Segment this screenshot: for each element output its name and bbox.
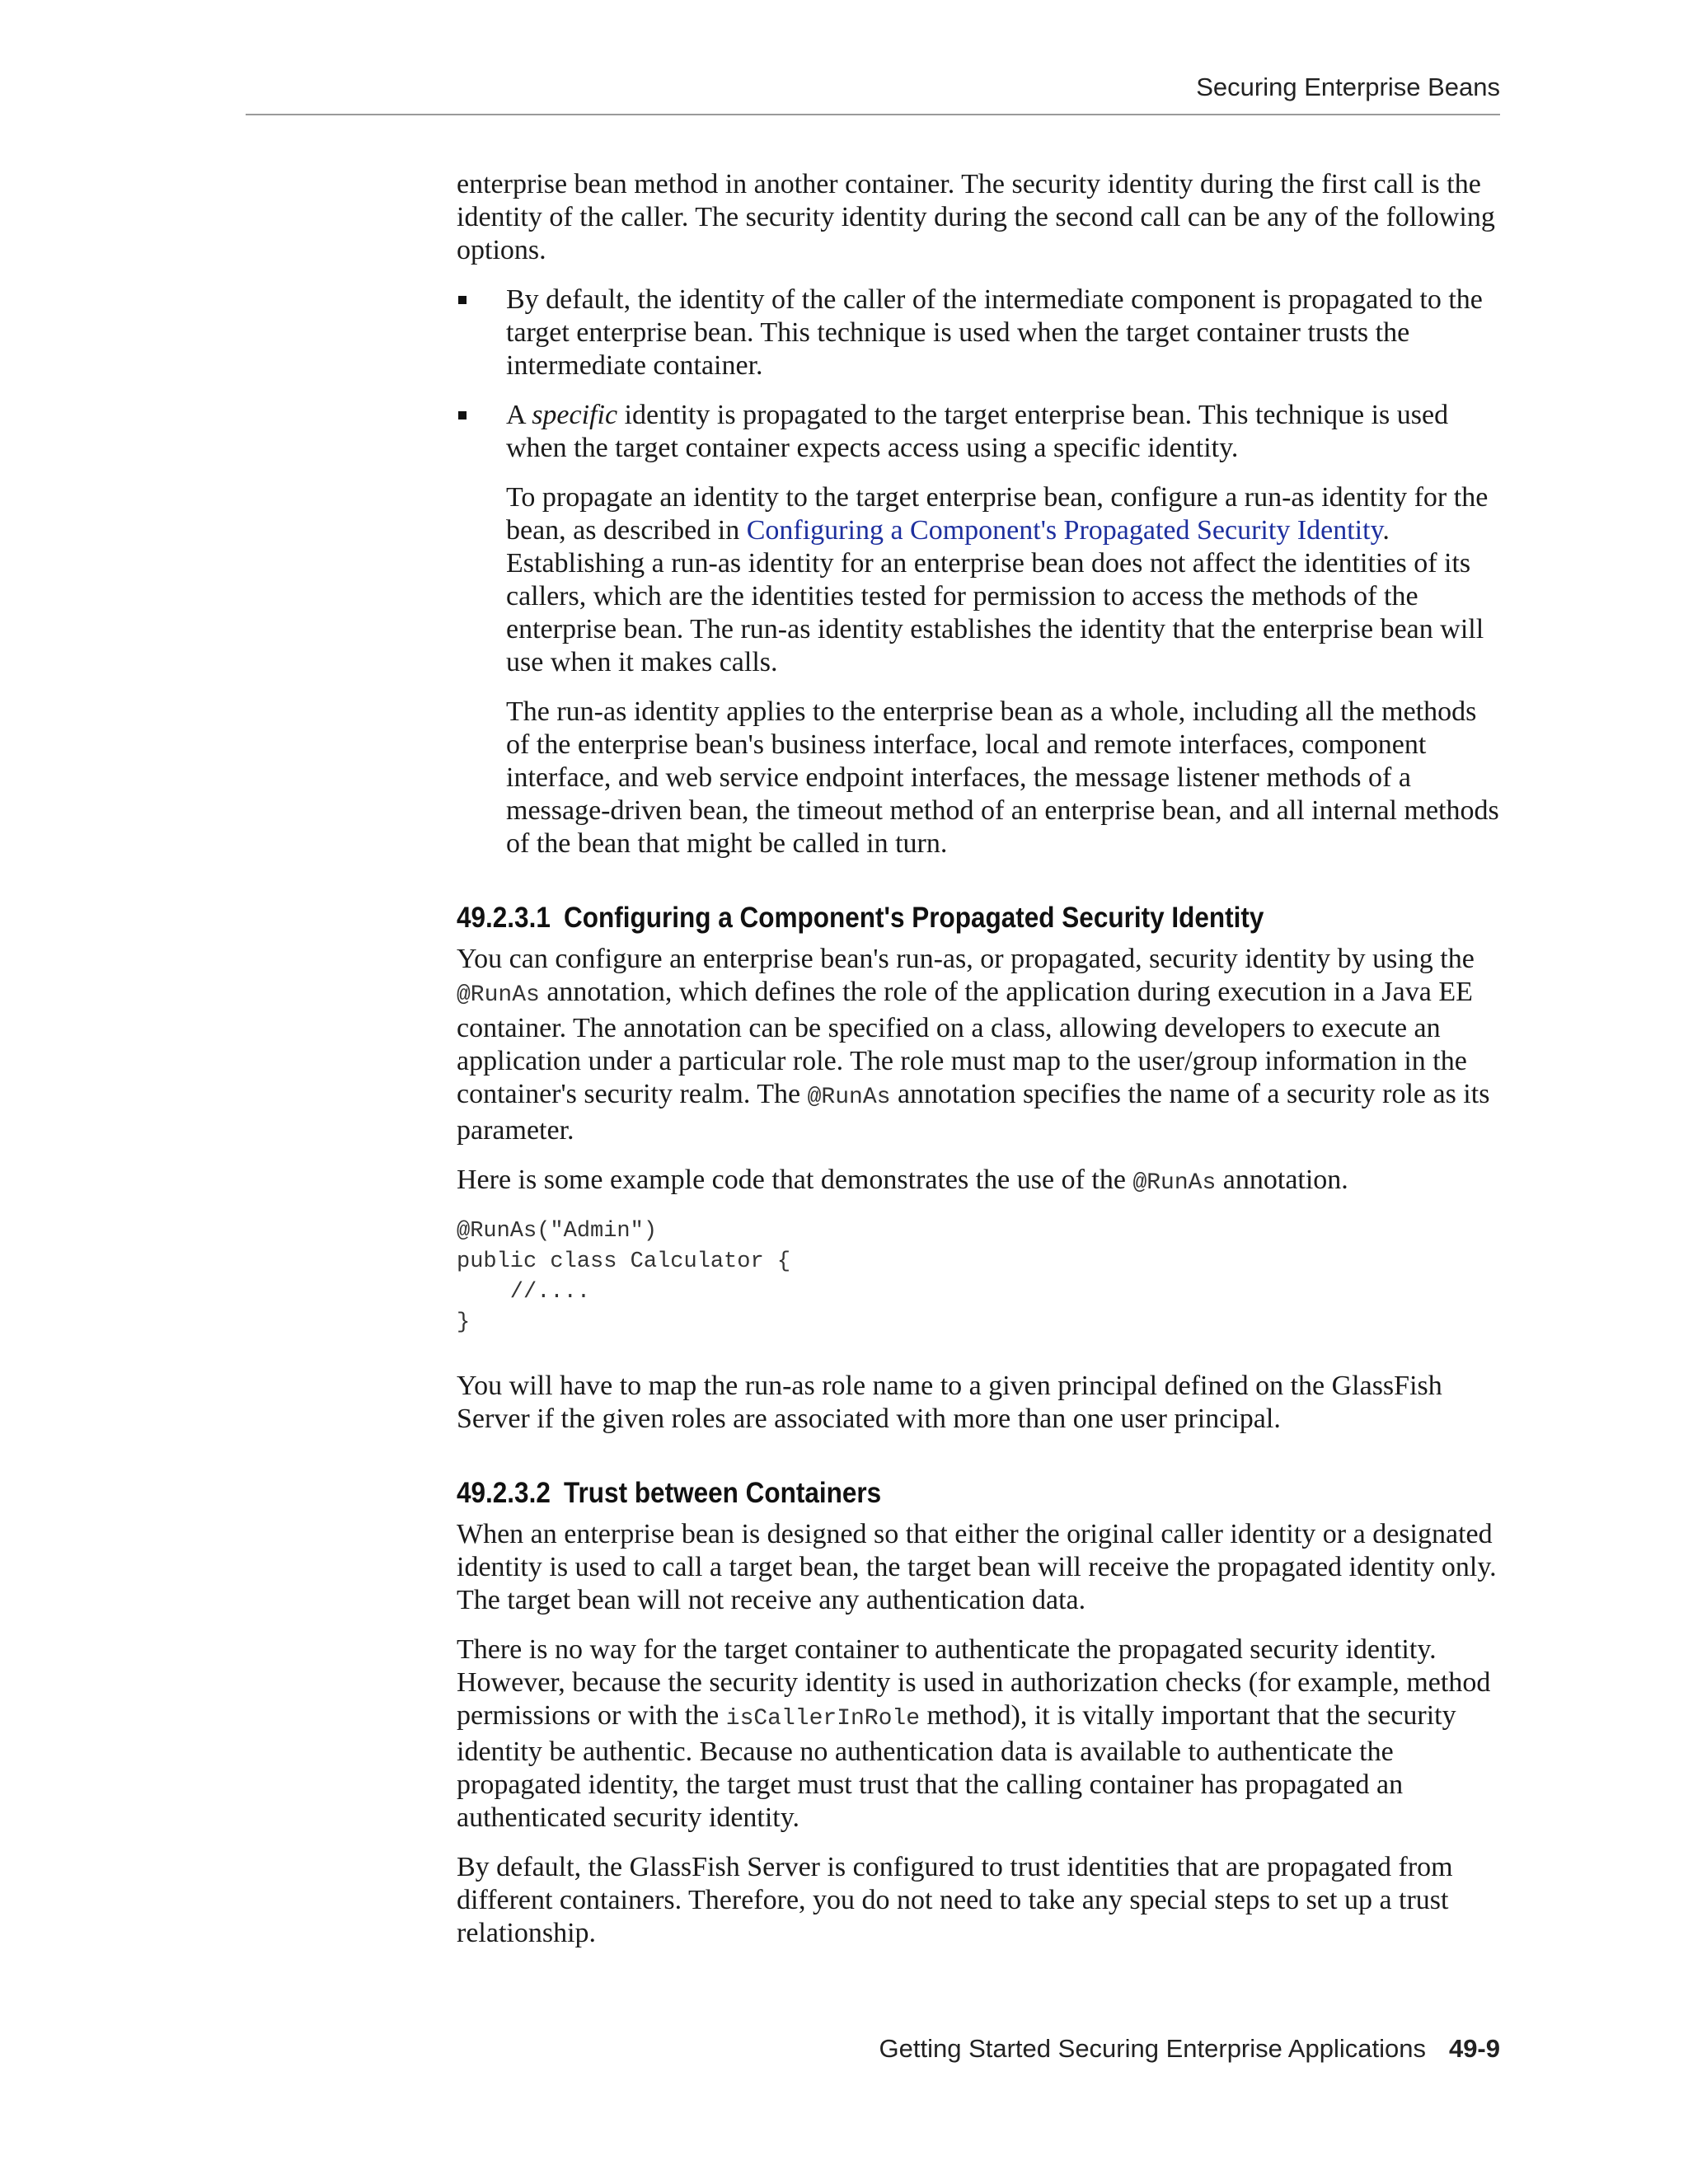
text-run: There is no way for the target container to authenticate the propagated security identity. However, because the security identity is used in authorization checks (for example, method permissions or with the	[457, 1634, 1491, 1731]
text-run: Here is some example code that demonstrates the use of the	[457, 1165, 1133, 1195]
footer-title: Getting Started Securing Enterprise Applications	[879, 2034, 1426, 2063]
section-heading-49-2-3-2	[457, 1477, 1395, 1510]
list-item	[457, 284, 1500, 382]
trust-paragraph-1: When an enterprise bean is designed so that either the original caller identity or a designated identity is used to call a target bean, the target bean will receive the propagated identity only. The target bean will not receive any authentication data.	[457, 1519, 1497, 1615]
text-run: . Establishing a run-as identity for an enterprise bean does not affect the identities of its callers, which are the identities tested for permission to access the methods of the enterprise bean. The run-as identity establishes the identity that the enterprise bean will use when it makes calls.	[506, 515, 1484, 677]
inline-code: @RunAs	[1132, 1170, 1217, 1196]
text-run: method), it is vitally important that the security identity be authentic. Because no authentication data is available to authenticate the propagated identity, the target must trust that the calling container has propagated an authenticated security identity.	[457, 1700, 1456, 1833]
page-number: 49-9	[1448, 2034, 1500, 2063]
trust-paragraph-3: By default, the GlassFish Server is configured to trust identities that are propagated from different containers. Therefore, you do not need to take any special steps to set up a trust relationship.	[457, 1852, 1453, 1948]
identity-options-list	[457, 284, 1500, 465]
text-run: You can configure an enterprise bean's run-as, or propagated, security identity by using the	[457, 944, 1475, 974]
emphasis-specific: specific	[532, 400, 618, 430]
square-bullet-icon	[458, 411, 467, 419]
runas-config-paragraph	[457, 943, 1500, 1147]
header-rule	[246, 114, 1500, 115]
page-content	[457, 168, 1500, 1966]
inline-code: @RunAs	[807, 1085, 891, 1110]
square-bullet-icon	[458, 296, 467, 304]
text-run: A	[506, 400, 532, 430]
text-run: annotation specifies the name of a security role as its parameter.	[457, 1079, 1490, 1146]
running-header: Securing Enterprise Beans	[1196, 73, 1500, 101]
text-run: To propagate an identity to the target enterprise bean, configure a run-as identity for the bean, as described in	[506, 482, 1489, 546]
code-line: }	[457, 1310, 471, 1335]
code-example	[457, 1216, 1500, 1338]
inline-code: @RunAs	[457, 982, 540, 1008]
text-run: annotation.	[1216, 1165, 1348, 1195]
inline-code: isCallerInRole	[725, 1706, 921, 1732]
section-number: 49.2.3.1	[457, 902, 551, 934]
section-title: Trust between Containers	[564, 1477, 882, 1509]
runas-applies-paragraph: The run-as identity applies to the enterprise bean as a whole, including all the methods of the enterprise bean's business interface, local and remote interfaces, component interface, and web service endpoint interfaces, the message listener methods of a message-driven bean, the timeout method of an enterprise bean, and all internal methods of the bean that might be called in turn.	[506, 696, 1499, 859]
section-link-propagated-identity[interactable]: Configuring a Component's Propagated Security Identity	[746, 515, 1383, 546]
code-line: public class Calculator {	[457, 1249, 791, 1274]
code-line: //....	[457, 1280, 591, 1305]
example-intro-paragraph	[457, 1164, 1500, 1200]
list-item	[457, 399, 1500, 465]
list-item-text: By default, the identity of the caller of the intermediate component is propagated to the target enterprise bean. This technique is used when the target container trusts the intermediate container.	[506, 284, 1483, 381]
running-footer	[246, 2034, 1500, 2064]
section-heading-49-2-3-1	[457, 902, 1395, 935]
code-line: @RunAs("Admin")	[457, 1219, 658, 1244]
intro-paragraph: enterprise bean method in another container. The security identity during the first call is the identity of the caller. The security identity during the second call can be any of the following options.	[457, 169, 1495, 265]
map-role-paragraph: You will have to map the run-as role name to a given principal defined on the GlassFish Server if the given roles are associated with more than one user principal.	[457, 1371, 1442, 1434]
list-item-text	[506, 399, 1500, 465]
text-run: annotation, which defines the role of the application during execution in a Java EE container. The annotation can be specified on a class, allowing developers to execute an application under a particular role. The role must map to the user/group information in the container's security realm. The	[457, 977, 1473, 1109]
text-run: identity is propagated to the target enterprise bean. This technique is used when the target container expects access using a specific identity.	[506, 400, 1449, 463]
propagate-paragraph	[457, 481, 1500, 679]
section-title: Configuring a Component's Propagated Security Identity	[564, 902, 1264, 934]
section-number: 49.2.3.2	[457, 1477, 551, 1509]
trust-paragraph-2	[457, 1633, 1500, 1835]
